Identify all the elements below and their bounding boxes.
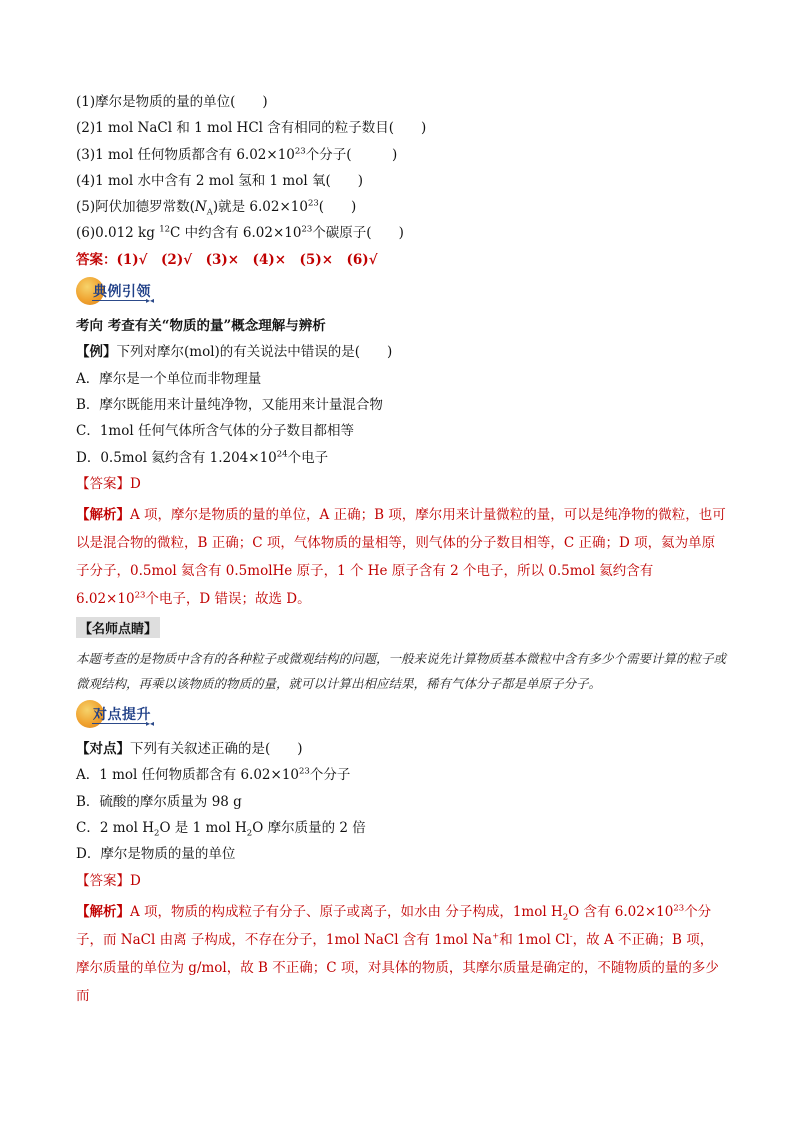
example-answer: 【答案】D xyxy=(76,475,141,492)
statement-answers: 答案：(1)√ (2)√ (3)× (4)× (5)× (6)√ xyxy=(76,251,378,268)
practice-badge-label: 对点提升 xyxy=(93,707,151,724)
example-stem: 【例】下列对摩尔(mol)的有关说法中错误的是( ) xyxy=(76,344,393,361)
statement-2: (2)1 mol NaCl 和 1 mol HCl 含有相同的粒子数目( ) xyxy=(76,120,427,137)
statement-3: (3)1 mol 任何物质都含有 $6.02\times 10^{23}$个分子( ) xyxy=(76,146,398,163)
practice-option-d: D．摩尔是物质的量的单位 xyxy=(76,846,236,863)
statement-6: (6)0.012 kg $^{12}$C 中约含有 $6.02\times 10^{23}$个碳原子( ) xyxy=(76,224,404,242)
statement-1: (1)摩尔是物质的量的单位( ) xyxy=(76,94,268,110)
example-option-c: C．1mol 任何气体所含气体的分子数目都相等 xyxy=(76,423,354,440)
badge-underline xyxy=(92,300,148,301)
badge-arrow-icon: ▸◂ xyxy=(146,296,155,306)
statement-5: (5)阿伏加德罗常数$(N_A)$就是 $6.02\times 10^{23}$( ) xyxy=(76,198,357,218)
practice-badge xyxy=(76,700,726,730)
example-badge-label: 典例引领 xyxy=(93,284,151,301)
example-option-d: D．0.5mol 氦约含有 $1.204\times 10^{24}$个电子 xyxy=(76,449,329,466)
practice-option-b: B．硫酸的摩尔质量为 98 g xyxy=(76,793,242,810)
statement-4: (4)1 mol 水中含有 2 mol 氢和 1 mol 氧( ) xyxy=(76,172,363,189)
teacher-tip-label: 【名师点睛】 xyxy=(76,617,160,638)
practice-option-a: A．1 mol 任何物质都含有 $6.02\times 10^{23}$个分子 xyxy=(76,766,351,784)
badge-underline xyxy=(92,723,148,724)
example-explanation: 【解析】A 项，摩尔是物质的量的单位，A 正确；B 项，摩尔用来计量微粒的量，可以是纯净物的微粒，也可以是混合物的微粒，B 正确；C 项，气体物质的量相等，则气体的分子数目相等，C 正确；D 项，氦为单原子分子，0.5mol 氦含有 0.5molHe 原子，1 个 He 原子含有 2 个电子，所以 0.5mol 氦约含有 $6.02\times 10^{23}$个电子，D 错误；故选 D。 xyxy=(76,507,726,608)
practice-stem: 【对点】下列有关叙述正确的是( ) xyxy=(76,741,303,758)
topic-heading: 考向 考查有关“物质的量”概念理解与辨析 xyxy=(76,318,326,335)
content xyxy=(76,93,726,1010)
example-badge xyxy=(76,277,726,307)
practice-option-c: C．2 mol $H_2O$ 是 1 mol $H_2O$ 摩尔质量的 2 倍 xyxy=(76,820,366,839)
example-option-a: A．摩尔是一个单位而非物理量 xyxy=(76,370,262,387)
practice-explanation: 【解析】A 项，物质的构成粒子有分子、原子或离子，如水由 分子构成，1mol $H_2O$ 含有 $6.02\times 10^{23}$个分子，而 NaCl 由离 子构成，不存在分子，1mol NaCl 含有 1mol Na+和 1mol Cl-，故 A 不正确；B 项，摩尔质量的单位为 g/mol，故 B 不正确；C 项，对具体的物质，其摩尔质量是确定的，不随物质的量的多少而 xyxy=(76,903,719,1004)
example-option-b: B．摩尔既能用来计量纯净物，又能用来计量混合物 xyxy=(76,396,383,413)
badge-arrow-icon: ▸◂ xyxy=(146,719,155,729)
practice-answer: 【答案】D xyxy=(76,872,141,889)
teacher-tip-body: 本题考查的是物质中含有的各种粒子或微观结构的问题，一般来说先计算物质基本微粒中含有多少个需要计算的粒子或微观结构，再乘以该物质的物质的量，就可以计算出相应结果，稀有气体分子都是单原子分子。 xyxy=(76,651,727,692)
